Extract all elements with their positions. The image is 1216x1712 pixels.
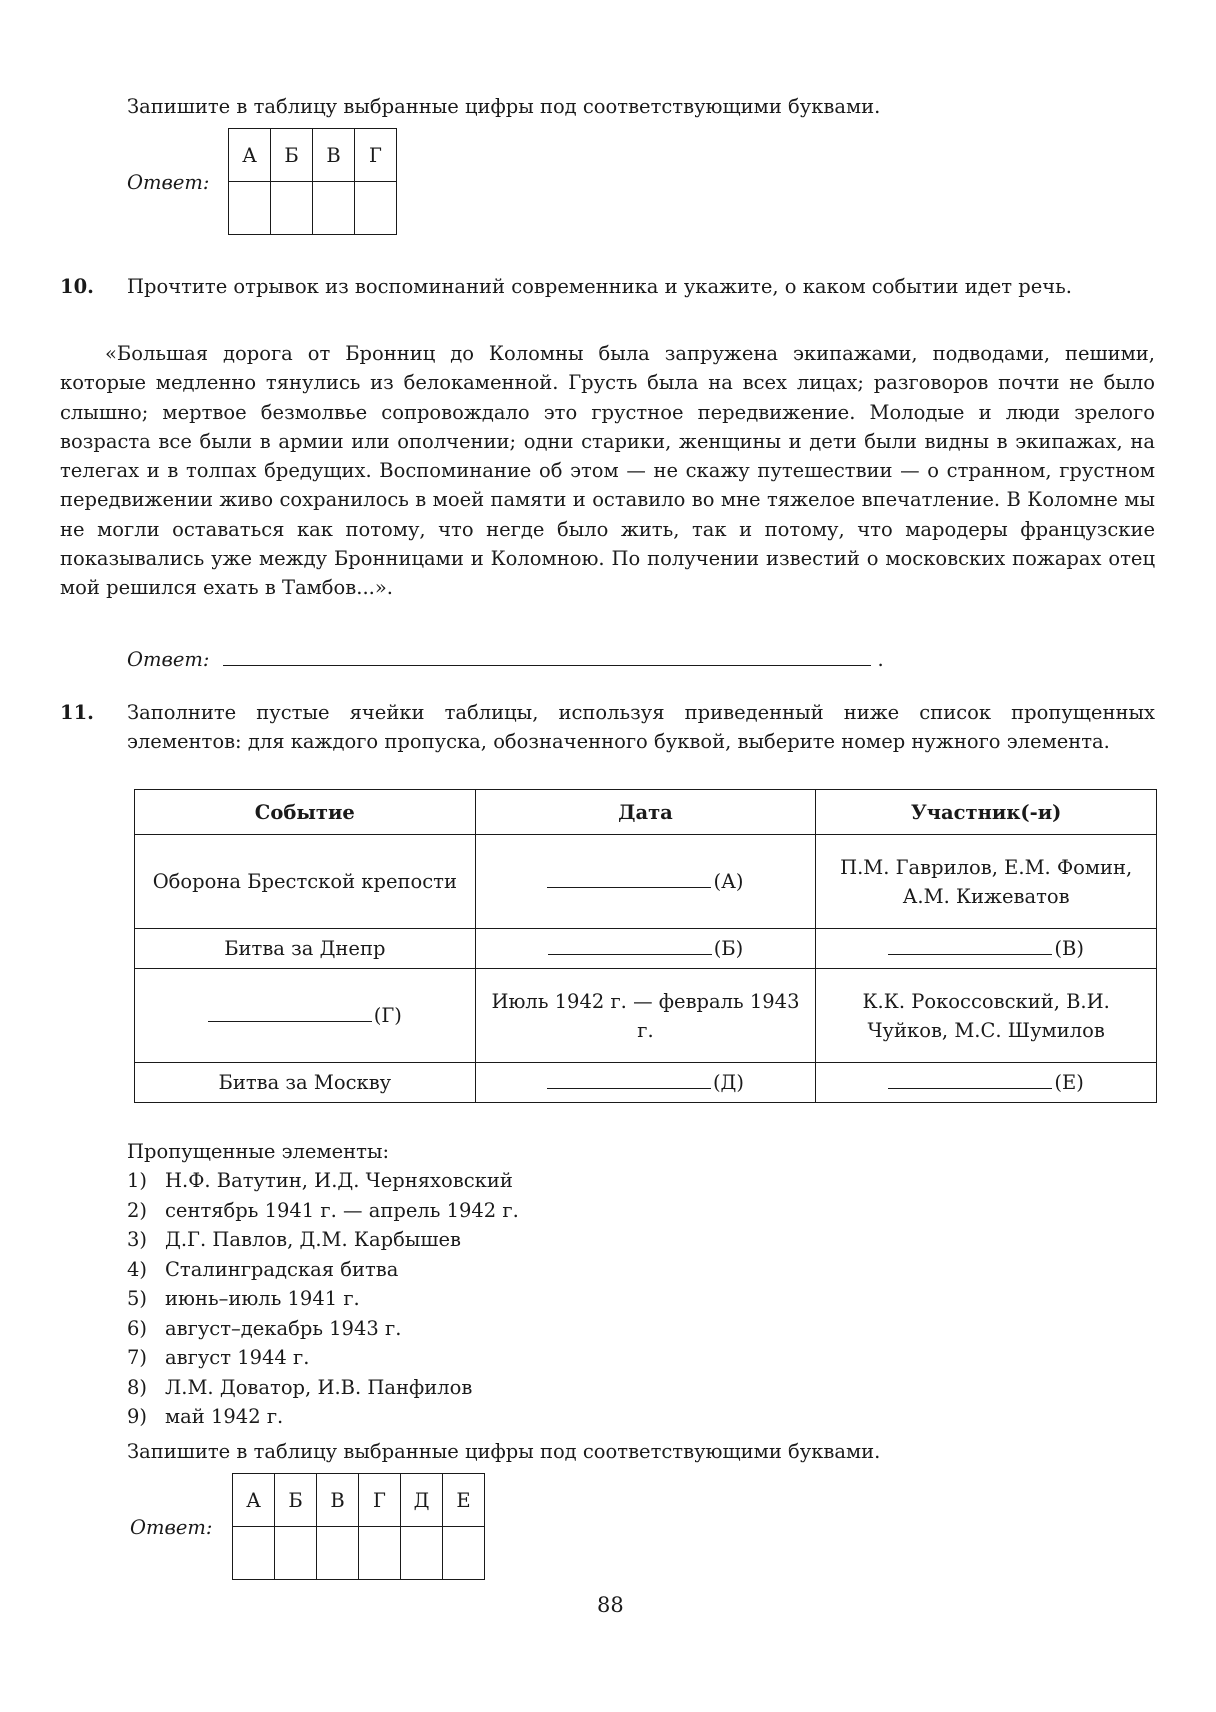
option-number: 7) (127, 1346, 148, 1369)
list-item (127, 1166, 519, 1196)
option-text: Сталинградская битва (165, 1257, 399, 1281)
intro-answer-cell[interactable] (355, 182, 397, 235)
q11-answer-cell[interactable] (401, 1527, 443, 1580)
option-number: 9) (127, 1405, 148, 1428)
date-blank-line[interactable] (547, 867, 711, 888)
list-item (127, 1314, 519, 1344)
page-number: 88 (597, 1593, 624, 1617)
q11-letter-cell: Д (401, 1474, 443, 1527)
date-blank-letter: (Д) (712, 1071, 745, 1094)
option-number: 2) (127, 1198, 148, 1222)
option-number: 5) (127, 1287, 148, 1310)
intro-letter-cell: А (229, 129, 271, 182)
table-row (135, 835, 1157, 929)
table-row (135, 1063, 1157, 1103)
event-cell (135, 929, 476, 969)
option-text: август 1944 г. (165, 1346, 310, 1369)
intro-letter-cell: Б (271, 129, 313, 182)
intro-letter-cell: Г (355, 129, 397, 182)
header-event: Событие (135, 790, 476, 835)
q11-answer-cell[interactable] (359, 1527, 401, 1580)
list-item (127, 1225, 519, 1255)
event-cell (135, 835, 476, 929)
option-text: сентябрь 1941 г. — апрель 1942 г. (165, 1198, 519, 1222)
event-blank-letter: (Г) (373, 1004, 402, 1027)
list-item (127, 1284, 519, 1314)
date-cell-text: Июль 1942 г. — февраль 1943 г. (491, 989, 800, 1042)
list-item (127, 1196, 519, 1226)
participants-cell (816, 929, 1157, 969)
option-text: Л.М. Доватор, И.В. Панфилов (165, 1375, 473, 1399)
q10-number: 10. (60, 275, 94, 298)
q10-question: Прочтите отрывок из воспоминаний современника и укажите, о каком событии идет речь. (127, 275, 1072, 298)
table-row (135, 969, 1157, 1063)
q10-answer-end: . (877, 648, 884, 671)
date-blank-line[interactable] (548, 934, 712, 955)
q10-answer-line[interactable] (223, 646, 871, 666)
date-blank-letter: (А) (713, 870, 744, 893)
list-item (127, 1373, 519, 1403)
event-cell (135, 1063, 476, 1103)
participants-cell (816, 1063, 1157, 1103)
option-number: 6) (127, 1316, 148, 1340)
event-cell-text: Оборона Брестской крепости (152, 870, 457, 893)
date-blank-letter: (Б) (713, 937, 744, 960)
intro-answer-grid (228, 128, 397, 235)
list-item (127, 1343, 519, 1373)
q10-answer-row (127, 645, 884, 674)
missing-title: Пропущенные элементы: (127, 1140, 390, 1163)
q11-answer-cell[interactable] (317, 1527, 359, 1580)
participants-cell (816, 835, 1157, 929)
missing-options-list (127, 1166, 519, 1432)
q11-answer-cell[interactable] (443, 1527, 485, 1580)
participants-blank-line[interactable] (888, 1068, 1052, 1089)
date-cell (475, 929, 816, 969)
participants-blank-line[interactable] (888, 934, 1052, 955)
q11-number: 11. (60, 701, 94, 724)
option-number: 3) (127, 1228, 148, 1251)
table-row (135, 929, 1157, 969)
list-item (127, 1255, 519, 1285)
q11-letter-cell: Г (359, 1474, 401, 1527)
participants-cell-text: К.К. Рокоссовский, В.И. Чуйков, М.С. Шумилов (862, 989, 1110, 1042)
q10-passage: «Большая дорога от Бронниц до Коломны была запружена экипажами, подводами, пешими, которые медленно тянулись из белокаменной. Грусть была на всех лицах; разговоров почти не было слышно; мертвое безмолвье сопровождало это грустное передвижение. Молодые и люди зрелого возраста все были в армии или ополчении; одни старики, женщины и дети были видны в экипажах, на телегах и в толпах бредущих. Воспоминание об этом — не скажу путешествии — о странном, грустном передвижении живо сохранилось в моей памяти и оставило во мне тяжелое впечатление. В Коломне мы не могли оставаться как потому, что негде было жить, так и потому, что мародеры французские показывались уже между Бронницами и Коломною. По получении известий о московских пожарах отец мой решился ехать в Тамбов...». (60, 342, 1155, 600)
option-number: 8) (127, 1375, 148, 1399)
intro-answer-cell[interactable] (313, 182, 355, 235)
header-participants: Участник(-и) (816, 790, 1157, 835)
q10-answer-label: Ответ: (127, 648, 210, 671)
intro-letter-cell: В (313, 129, 355, 182)
option-number: 4) (127, 1257, 148, 1281)
q11-answer-label: Ответ: (130, 1516, 213, 1539)
event-blank-line[interactable] (208, 1001, 372, 1022)
q11-letter-cell: Б (275, 1474, 317, 1527)
date-cell (475, 835, 816, 929)
participants-cell (816, 969, 1157, 1063)
date-cell (475, 969, 816, 1063)
option-text: август–декабрь 1943 г. (165, 1316, 402, 1340)
q11-answer-grid (232, 1473, 485, 1580)
option-text: май 1942 г. (165, 1405, 284, 1428)
events-table (134, 789, 1157, 1103)
participants-blank-letter: (В) (1054, 937, 1084, 960)
intro-answer-cell[interactable] (271, 182, 313, 235)
event-cell-text: Битва за Днепр (224, 937, 386, 960)
date-cell (475, 1063, 816, 1103)
list-item (127, 1402, 519, 1432)
intro-answer-label: Ответ: (127, 171, 210, 194)
q11-letter-cell: А (233, 1474, 275, 1527)
option-text: июнь–июль 1941 г. (165, 1287, 360, 1310)
option-text: Н.Ф. Ватутин, И.Д. Черняховский (165, 1169, 513, 1192)
participants-cell-text: П.М. Гаврилов, Е.М. Фомин, А.М. Кижеватов (840, 855, 1133, 908)
q11-instruction: Запишите в таблицу выбранные цифры под соответствующими буквами. (127, 1440, 881, 1463)
option-text: Д.Г. Павлов, Д.М. Карбышев (165, 1228, 461, 1251)
event-cell (135, 969, 476, 1063)
q11-question: Заполните пустые ячейки таблицы, используя приведенный ниже список пропущенных элементов: для каждого пропуска, обозначенного буквой, выберите номер нужного элемента. (127, 701, 1155, 753)
participants-blank-letter: (Е) (1054, 1071, 1084, 1094)
option-number: 1) (127, 1169, 148, 1192)
intro-answer-cell[interactable] (229, 182, 271, 235)
date-blank-line[interactable] (547, 1068, 711, 1089)
intro-instruction: Запишите в таблицу выбранные цифры под соответствующими буквами. (127, 95, 881, 118)
event-cell-text: Битва за Москву (218, 1071, 392, 1094)
q11-answer-cell[interactable] (233, 1527, 275, 1580)
q11-letter-cell: Е (443, 1474, 485, 1527)
q11-letter-cell: В (317, 1474, 359, 1527)
q11-answer-cell[interactable] (275, 1527, 317, 1580)
header-date: Дата (475, 790, 816, 835)
